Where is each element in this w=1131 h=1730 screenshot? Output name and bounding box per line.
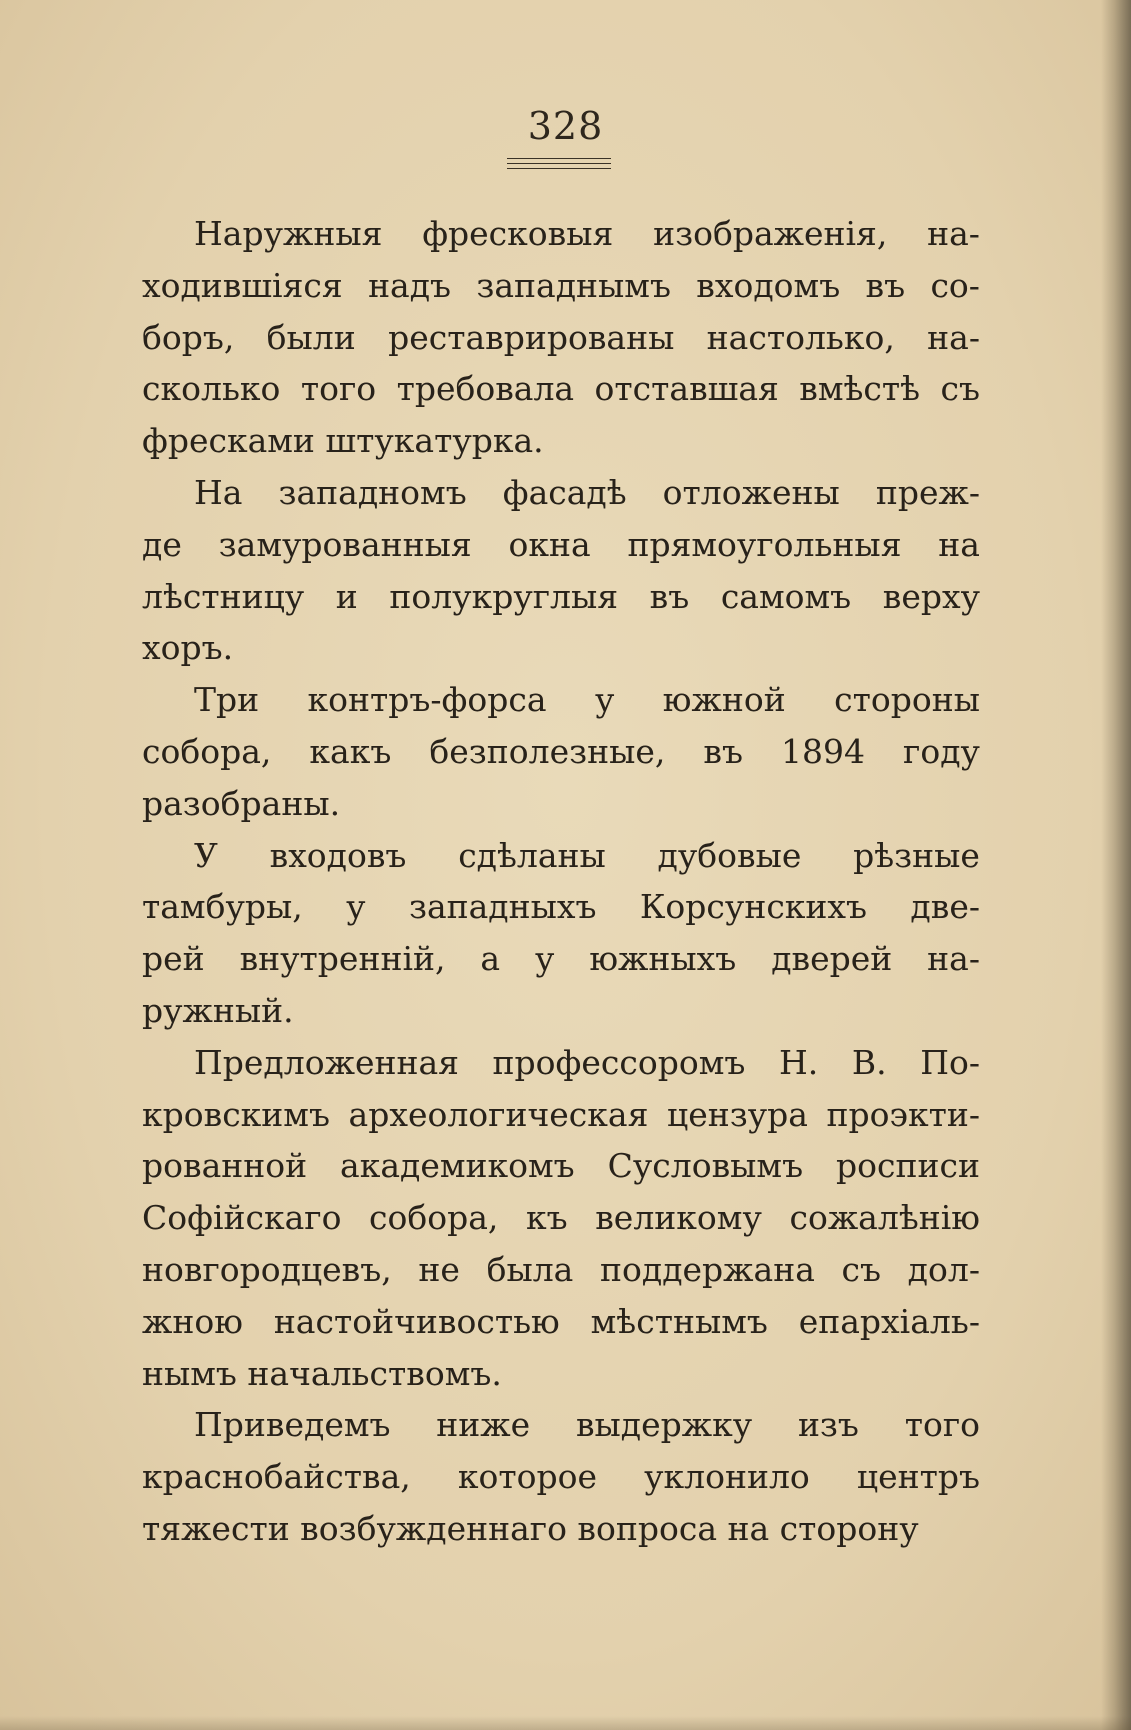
text-line: рованной академикомъ Сусловымъ росписи: [142, 1146, 980, 1186]
text-line: Предложенная профессоромъ Н. В. По-: [194, 1042, 980, 1082]
text-line: нымъ начальствомъ.: [142, 1353, 502, 1393]
page-edge-shadow: [1101, 0, 1131, 1730]
paragraph: [142, 830, 980, 1037]
text-line: У входовъ сдѣланы дубовые рѣзные: [194, 835, 980, 875]
text-line: лѣстницу и полукруглыя въ самомъ верху: [142, 576, 980, 616]
text-line: де замурованныя окна прямоугольныя на: [142, 524, 980, 564]
text-line: фресками штукатурка.: [142, 421, 544, 461]
body-text: [142, 208, 980, 1555]
text-line: рей внутренній, а у южныхъ дверей на-: [142, 939, 980, 979]
text-line: На западномъ фасадѣ отложены преж-: [194, 472, 980, 512]
paragraph: [142, 674, 980, 829]
text-line: сколько того требовала отставшая вмѣстѣ съ: [142, 369, 980, 409]
header-rule: [507, 163, 611, 164]
paragraph: [142, 467, 980, 674]
text-line: Приведемъ ниже выдержку изъ того: [194, 1405, 980, 1445]
paragraph: [142, 208, 980, 467]
text-line: собора, какъ безполезные, въ 1894 году: [142, 731, 980, 771]
text-line: кровскимъ археологическая цензура проэкти-: [142, 1094, 980, 1134]
text-line: тяжести возбужденнаго вопроса на сторону: [142, 1508, 919, 1548]
text-line: ружный.: [142, 990, 294, 1030]
paragraph: [142, 1037, 980, 1400]
text-line: новгородцевъ, не была поддержана съ дол-: [142, 1249, 980, 1289]
text-line: ходившіяся надъ западнымъ входомъ въ со-: [142, 265, 980, 305]
text-line: хоръ.: [142, 628, 234, 668]
text-line: Три контръ-форса у южной стороны: [194, 680, 980, 720]
text-line: Наружныя фресковыя изображенія, на-: [194, 214, 980, 253]
text-line: краснобайства, которое уклонило центръ: [142, 1457, 980, 1497]
text-line: боръ, были реставрированы настолько, на-: [142, 317, 980, 357]
text-line: тамбуры, у западныхъ Корсунскихъ две-: [142, 887, 980, 927]
header-rule: [507, 168, 611, 169]
header-rule: [507, 158, 611, 159]
text-line: жною настойчивостью мѣстнымъ епархіаль-: [142, 1301, 980, 1341]
paragraph: [142, 1399, 980, 1554]
page-number: 328: [527, 104, 604, 148]
text-line: разобраны.: [142, 783, 341, 823]
page-bottom-shadow: [0, 1716, 1131, 1730]
text-line: Софійскаго собора, къ великому сожалѣнію: [142, 1198, 980, 1238]
